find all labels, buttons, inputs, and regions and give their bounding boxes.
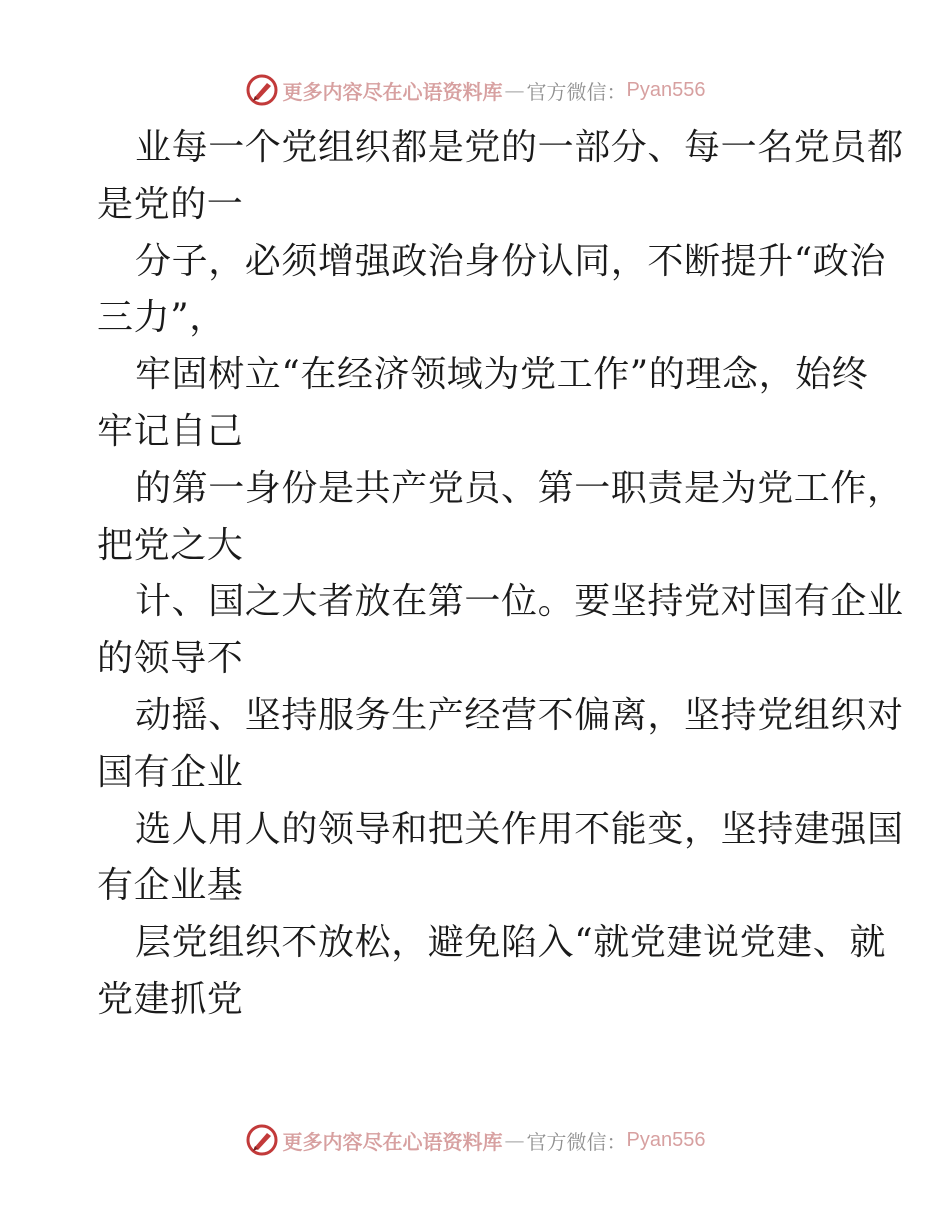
banner-dash: — [504, 78, 525, 102]
footer-banner [0, 1120, 950, 1160]
text-line: 的第一身份是共产党员、第一职责是为党工作， [135, 467, 904, 509]
text-line: 计、国之大者放在第一位。要坚持党对国有企业 [135, 581, 904, 623]
text-line: 有企业基 [97, 865, 244, 907]
banner-wechat-label: 官方微信： [526, 79, 627, 104]
text-line: 业每一个党组织都是党的一部分、每一名党员都 [135, 127, 904, 168]
text-line: 国有企业 [97, 751, 244, 793]
banner-wechat-id: Pyan556 [626, 78, 706, 101]
banner-title: 更多内容尽在心语资料库 [282, 1129, 503, 1154]
text-line: 牢记自己 [97, 410, 244, 452]
pen-logo-icon [245, 73, 279, 107]
text-line: 三力”， [97, 297, 226, 339]
text-line: 动摇、坚持服务生产经营不偏离，坚持党组织对 [135, 694, 904, 736]
text-line: 牢固树立“在经济领域为党工作”的理念，始终 [135, 354, 869, 396]
banner-title: 更多内容尽在心语资料库 [282, 79, 503, 104]
body-paragraph [97, 120, 904, 1029]
banner-wechat-label: 官方微信： [526, 1129, 627, 1154]
banner-dash: — [504, 1128, 525, 1152]
text-line: 把党之大 [97, 524, 244, 566]
text-line: 选人用人的领导和把关作用不能变，坚持建强国 [135, 808, 904, 850]
header-banner [0, 70, 950, 110]
banner-wechat-id: Pyan556 [626, 1128, 706, 1151]
text-line: 层党组织不放松，避免陷入“就党建说党建、就 [135, 922, 887, 964]
text-line: 党建抓党 [97, 978, 244, 1020]
text-line: 的领导不 [97, 638, 244, 680]
text-line: 是党的一 [97, 183, 244, 225]
text-line: 分子，必须增强政治身份认同，不断提升“政治 [135, 240, 887, 282]
pen-logo-icon [245, 1123, 279, 1157]
